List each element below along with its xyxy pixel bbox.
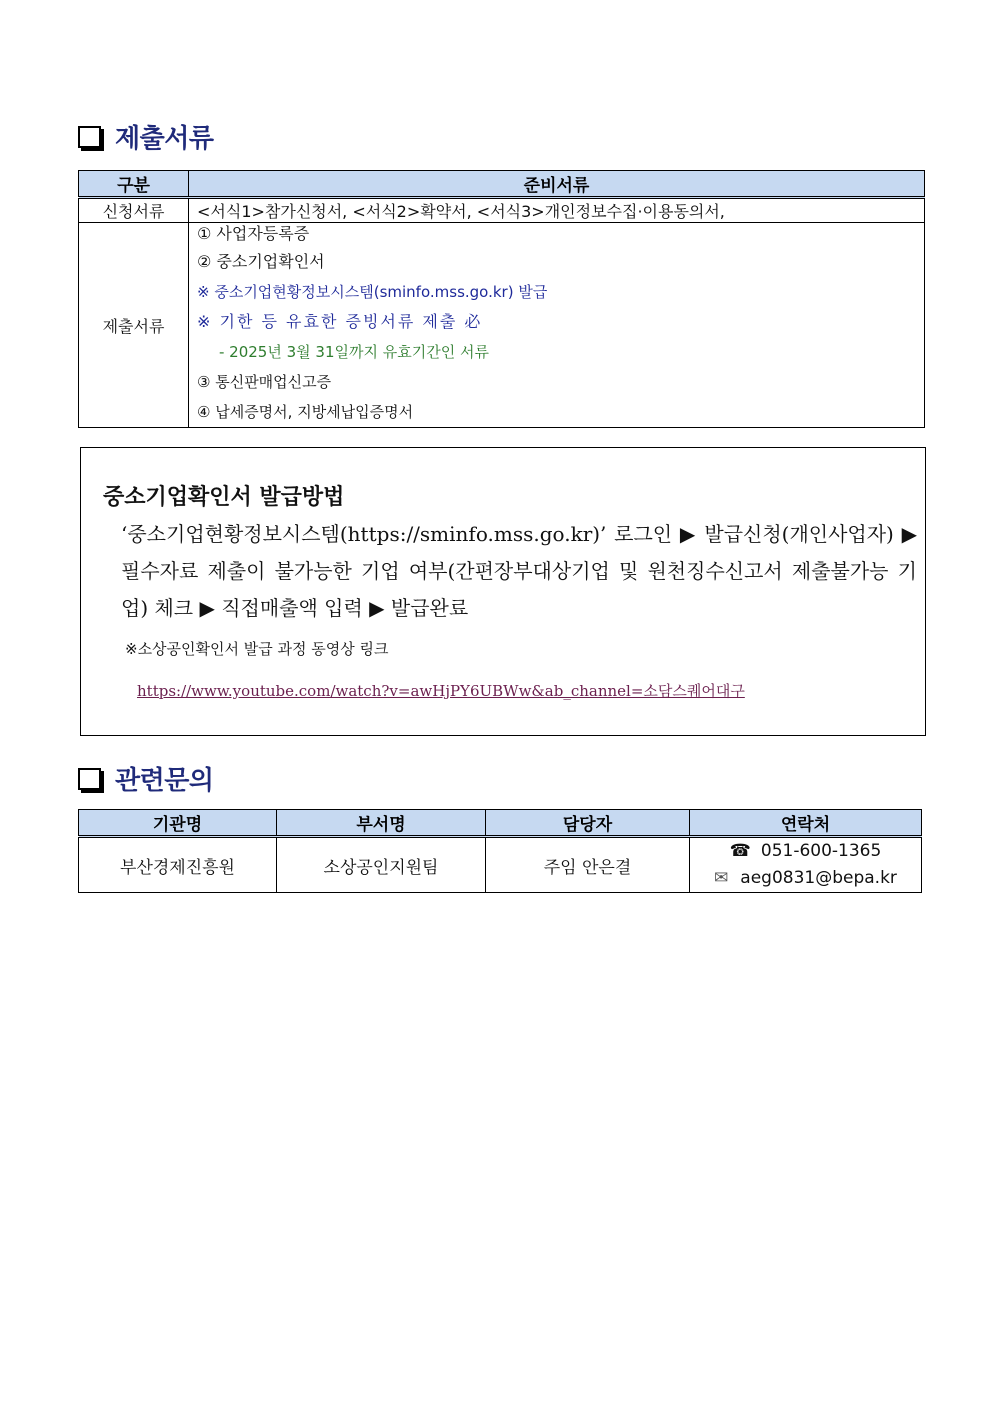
cell-department: 소상공인지원팀 (277, 837, 486, 893)
section-title: 제출서류 (115, 124, 214, 154)
documents-table (78, 170, 925, 428)
box-paragraph: ‘중소기업현황정보시스템(https://sminfo.mss.go.kr)’ 로그인 ▶ 발급신청(개인사업자) ▶필수자료 제출이 불가능한 기업 여부(간편장부대상기업 및 원천징수신고서 제출불가능 기업) 체크 ▶ 직접매출액 입력 ▶ 발급완료 (121, 522, 917, 620)
box-note: ※소상공인확인서 발급 과정 동영상 링크 (125, 640, 389, 658)
header-contact: 연락처 (690, 810, 922, 837)
checkbox-square-icon (78, 768, 101, 790)
list-item: ④ 납세증명서, 지방세납입증명서 (197, 403, 414, 421)
header-department: 부서명 (277, 810, 486, 837)
header-organization: 기관명 (79, 810, 277, 837)
email-address[interactable]: aeg0831@bepa.kr (740, 868, 897, 888)
contact-table (78, 809, 922, 893)
phone-line (690, 838, 921, 865)
cell-organization: 부산경제진흥원 (79, 837, 277, 893)
cell-person: 주임 안은결 (486, 837, 690, 893)
phone-number[interactable]: 051-600-1365 (760, 841, 882, 861)
box-body (121, 516, 917, 627)
box-title: 중소기업확인서 발급방법 (103, 484, 345, 510)
list-item: ① 사업자등록증 (197, 224, 310, 243)
list-item: ② 중소기업확인서 (197, 252, 325, 271)
header-required-docs: 준비서류 (189, 171, 925, 198)
list-item: - 2025년 3월 31일까지 유효기간인 서류 (219, 343, 489, 361)
row-label-application: 신청서류 (79, 198, 189, 223)
email-line (690, 865, 921, 892)
header-category: 구분 (79, 171, 189, 198)
checkbox-square-icon (78, 126, 101, 148)
issuance-method-box (80, 447, 926, 736)
list-item: ③ 통신판매업신고증 (197, 373, 332, 391)
row-content-submission (189, 223, 925, 428)
list-item: ※ 기한 등 유효한 증빙서류 제출 必 (197, 312, 483, 331)
header-person: 담당자 (486, 810, 690, 837)
section-heading-contact (78, 760, 213, 797)
phone-icon: ☎ (729, 841, 751, 861)
row-content-application: <서식1>참가신청서, <서식2>확약서, <서식3>개인정보수집·이용동의서, (189, 198, 925, 223)
section-heading-documents (78, 118, 213, 155)
youtube-link[interactable]: https://www.youtube.com/watch?v=awHjPY6UBWw&ab_channel=소담스퀘어대구 (137, 682, 745, 700)
row-label-submission: 제출서류 (79, 223, 189, 428)
section-title: 관련문의 (115, 766, 214, 796)
email-icon: ✉ (714, 868, 729, 888)
list-item: ※ 중소기업현황정보시스템(sminfo.mss.go.kr) 발급 (197, 283, 548, 301)
cell-contact (690, 837, 922, 893)
